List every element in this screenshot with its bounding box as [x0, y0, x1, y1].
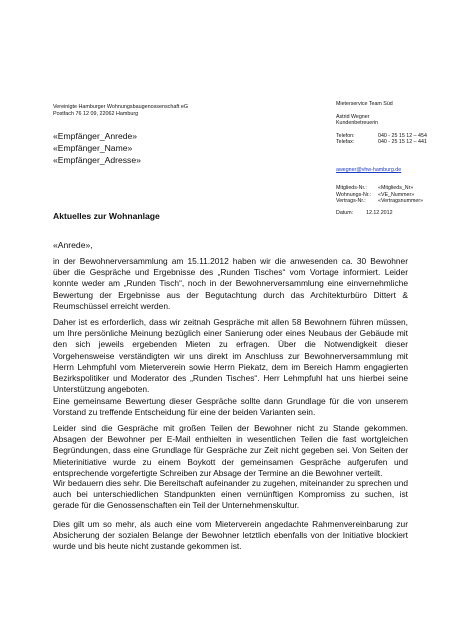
fax-label: Telefax: [336, 139, 355, 145]
contact-department: Mieterservice Team Süd [336, 101, 393, 107]
recipient-address: «Empfänger_Adresse» [53, 155, 141, 165]
fax-value: 040 - 25 15 12 – 441 [378, 139, 427, 145]
fax-row [336, 139, 427, 146]
recipient-name: «Empfänger_Name» [53, 143, 133, 153]
paragraph-2: Daher ist es erforderlich, dass wir zeitnah Gespräche mit allen 58 Bewohnern führen müssen, um Ihre persönliche Meinung bezüglich einer Sanierung oder eines Neubaus der Gebäude mit den sich jeweils ergebenden Mieten zu erfragen. Über die Notwendigkeit dieser Vorgehensweise verständigten wir uns direkt im Anschluss zur Bewohnerversammlung mit Herrn Lehmpfuhl vom Mieterverein sowie Herrn Piekatz, dem im Bereich Hamm engagierten Bezirkspolitiker und Moderator des „Runden Tisches“. Herr Lehmpfuhl hat uns hierbei seine Unterstützung angeboten. [53, 317, 408, 395]
paragraph-3: Eine gemeinsame Bewertung dieser Gespräche sollte dann Grundlage für die von unserem Vorstand zu treffende Entscheidung für eine der beiden Varianten sein. [53, 396, 408, 418]
phone-label: Telefon: [336, 132, 355, 139]
paragraph-6: Dies gilt um so mehr, als auch eine vom Mieterverein angedachte Rahmenvereinbarung zur Absicherung der sozialen Belange der Bewohner letztlich ebenfalls von der Initiative blockiert wurde und bis heute nicht zustande gekommen ist. [53, 519, 408, 552]
contact-person: Astrid Wegner [336, 113, 370, 120]
contact-block [336, 101, 427, 146]
letter-subject: Aktuelles zur Wohnanlage [53, 211, 160, 221]
sender-line-2: Postfach 76 12 09, 22062 Hamburg [53, 111, 139, 117]
sender-line-1: Vereinigte Hamburger Wohnungsbaugenossenschaft eG [53, 104, 189, 110]
paragraph-5: Wir bedauern dies sehr. Die Bereitschaft aufeinander zu zugehen, miteinander zu sprechen und auch bei unterschiedlichen Standpunkten einen vernünftigen Kompromiss zu suchen, ist gerade für die Genossenschaften ein Teil der Unternehmenskultur. [53, 478, 408, 511]
paragraph-1: in der Bewohnerversammlung am 15.11.2012 haben wir die anwesenden ca. 30 Bewohner über die Gespräche und Ergebnisse des „Runden Tisches“ vom Vortage informiert. Leider konnte weder am „Runden Tisch“, noch in der Bewohnerversammlung eine einvernehmliche Bewertung der Ergebnisse aus der Begutachtung durch das Architekturbüro Dittert & Reumschüssel erreicht werden. [53, 256, 408, 311]
contract-value: «Vertragsnummer» [378, 198, 424, 204]
letter-salutation: «Anrede», [53, 240, 93, 250]
contact-role: Kundenbetreuerin [336, 120, 379, 126]
flat-label: Wohnungs-Nr.: [336, 191, 372, 198]
recipient-anrede: «Empfänger_Anrede» [53, 131, 138, 141]
date-row [336, 210, 423, 217]
email-link[interactable]: awegner@vhw-hamburg.de [336, 167, 402, 173]
phone-value: 040 - 25 15 12 – 454 [378, 132, 427, 139]
member-value: «Mitglieds_Nr» [378, 185, 414, 191]
contract-label: Vertrags-Nr.: [336, 198, 366, 204]
sender-address [53, 104, 253, 118]
recipient-block [53, 130, 141, 166]
contract-row [336, 198, 423, 205]
date-value: 12.12.2012 [366, 209, 393, 216]
member-label: Mitglieds-Nr.: [336, 185, 367, 191]
date-label: Datum: [336, 209, 354, 216]
paragraph-4: Leider sind die Gespräche mit großen Teilen der Bewohner nicht zu Stande gekommen. Absagen der Bewohner per E-Mail enthielten in wesentlichen Teilen die fast wortgleichen Begründungen, dass eine Grundlage für Gespräche zur Zeit nicht gegeben sei. Von Seiten der Mieterinitiative wurde zu einem Boykott der gemeinsamen Gespräche aufgerufen und entsprechende vorgefertigte Schreiben zur Absage der Termine an die Bewohner verteilt. [53, 423, 408, 478]
reference-block [336, 185, 423, 216]
flat-value: «VE_Nummer» [378, 191, 415, 198]
